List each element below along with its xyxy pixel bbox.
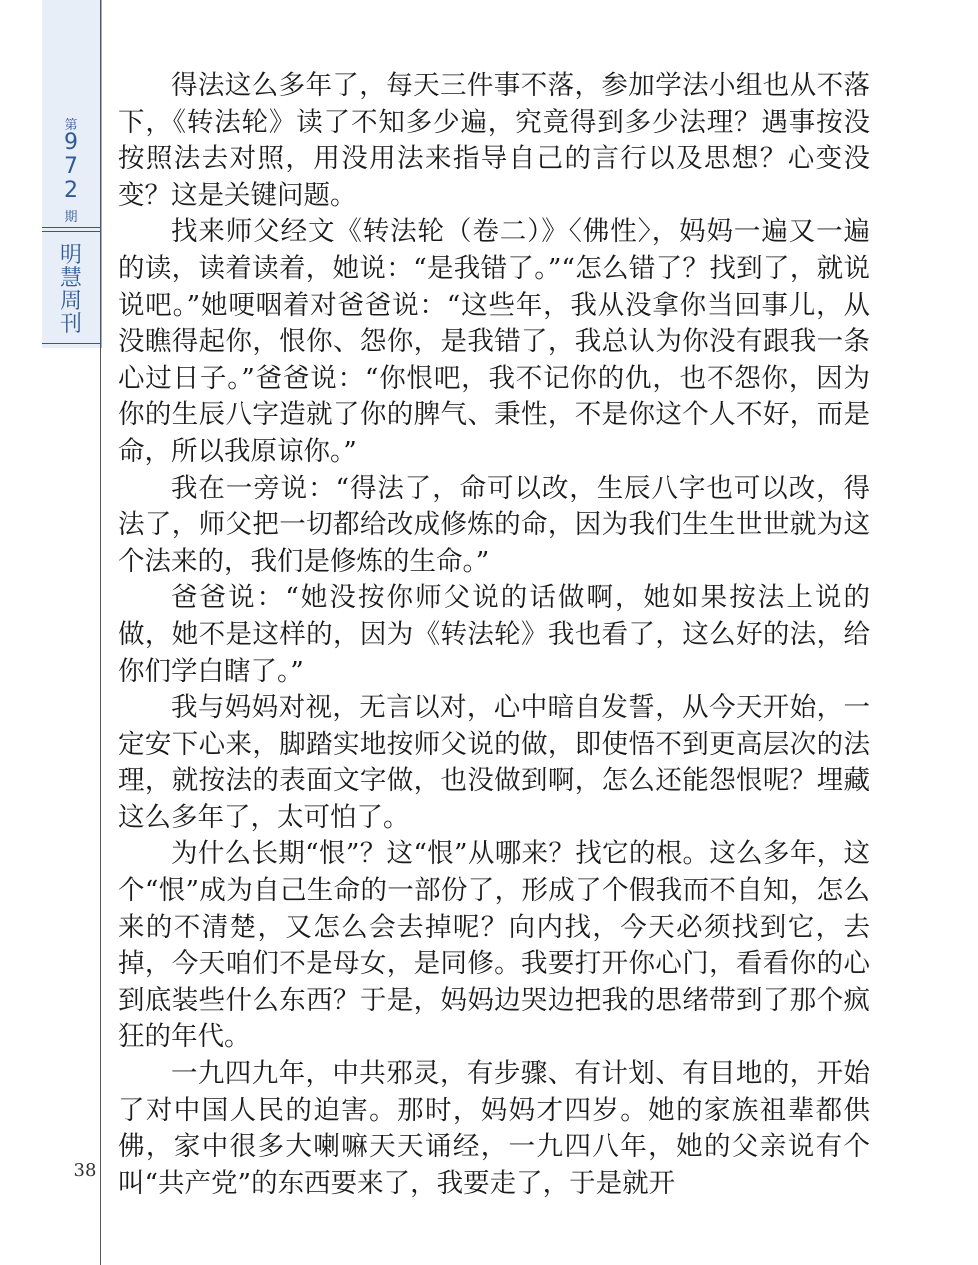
magazine-title [42,244,100,336]
magazine-title-char: 明 [59,243,82,268]
paragraph: 我在一旁说：“得法了，命可以改，生辰八字也可以改，得法了，师父把一切都给改成修炼的命，因为我们生生世世就为这个法来的，我们是修炼的生命。” [118,472,870,577]
paragraph: 我与妈妈对视，无言以对，心中暗自发誓，从今天开始，一定安下心来，脚踏实地按师父说的做，即使悟不到更高层次的法理，就按法的表面文字做，也没做到啊，怎么还能怨恨呢？埋藏这么多年了，太可怕了。 [118,692,870,833]
article-body [118,68,870,1202]
magazine-title-char: 刊 [59,312,82,337]
issue-prefix: 第 [64,118,78,133]
paragraph: 为什么长期“恨”？这“恨”从哪来？找它的根。这么多年，这个“恨”成为自己生命的一部份了，形成了个假我而不自知，怎么来的不清楚，又怎么会去掉呢？向内找，今天必须找到它，去掉，今天咱们不是母女，是同修。我要打开你心门，看看你的心到底装些什么东西？于是，妈妈边哭边把我的思绪带到了那个疯狂的年代。 [118,838,870,1053]
paragraph: 找来师父经文《转法轮（卷二）》〈佛性〉，妈妈一遍又一遍的读，读着读着，她说：“是我错了。”“怎么错了？找到了，就说说吧。”她哽咽着对爸爸说：“这些年，我从没拿你当回事儿，从没瞧得起你，恨你、怨你，是我错了，我总认为你没有跟我一条心过日子。”爸爸说：“你恨吧，我不记你的仇，也不怨你，因为你的生辰八字造就了你的脾气、秉性，不是你这个人不好，而是命，所以我原谅你。” [118,216,870,467]
paragraph: 得法这么多年了，每天三件事不落，参加学法小组也从不落下，《转法轮》读了不知多少遍，究竟得到多少法理？遇事按没按照法去对照，用没用法来指导自己的言行以及思想？心变没变？这是关键问题。 [118,70,870,211]
issue-digit: 7 [64,154,78,179]
margin-rule [100,0,101,1265]
sidebar-divider [42,343,100,344]
sidebar-divider [42,231,100,232]
issue-digit: 9 [64,130,78,155]
issue-number [42,131,100,203]
issue-digit: 2 [64,178,78,203]
magazine-title-char: 周 [59,289,82,314]
paragraph: 一九四九年，中共邪灵，有步骤、有计划、有目地的，开始了对中国人民的迫害。那时，妈妈才四岁。她的家族祖辈都供佛，家中很多大喇嘛天天诵经，一九四八年，她的父亲说有个叫“共产党”的东西要来了，我要走了，于是就开 [118,1058,870,1199]
sidebar-divider [42,227,100,228]
magazine-title-char: 慧 [59,266,82,291]
issue-suffix: 期 [64,210,78,225]
paragraph: 爸爸说：“她没按你师父说的话做啊，她如果按法上说的做，她不是这样的，因为《转法轮》我也看了，这么好的法，给你们学白瞎了。” [118,582,870,687]
page-number: 38 [73,1160,97,1181]
